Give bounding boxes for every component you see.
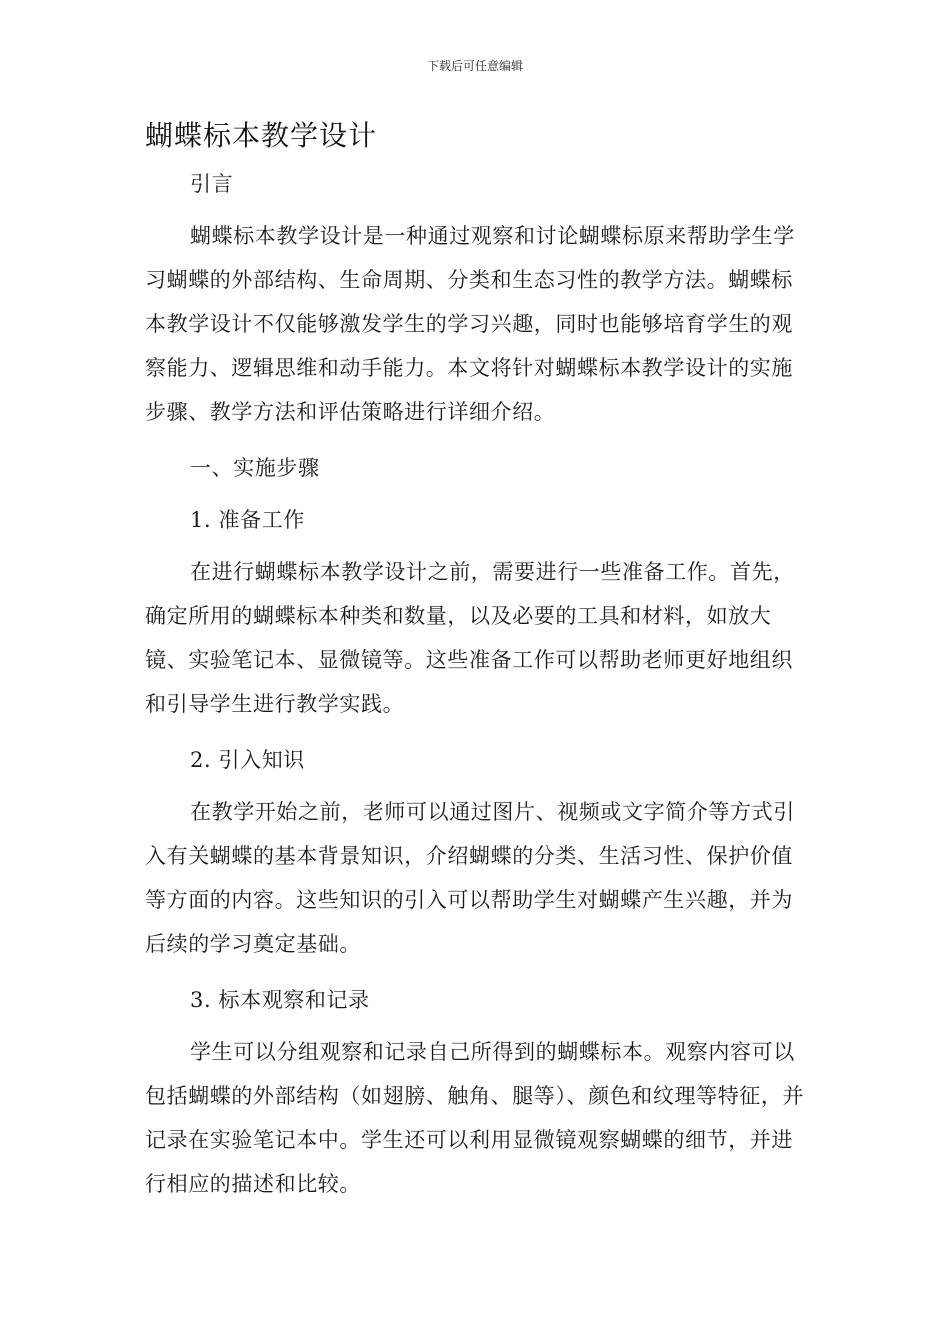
intro-heading: 引言 [190, 172, 234, 196]
document-body [145, 162, 810, 1206]
document-title: 蝴蝶标本教学设计 [145, 119, 378, 152]
step2-heading: 2. 引入知识 [190, 748, 305, 772]
intro-paragraph: 蝴蝶标本教学设计是一种通过观察和讨论蝴蝶标原来帮助学生学习蝴蝶的外部结构、生命周期、分类和生态习性的教学方法。蝴蝶标本教学设计不仅能够激发学生的学习兴趣，同时也能够培育学生的观察能力、逻辑思维和动手能力。本文将针对蝴蝶标本教学设计的实施步骤、教学方法和评估策略进行详细介绍。 [145, 224, 795, 424]
step2-paragraph: 在教学开始之前，老师可以通过图片、视频或文字简介等方式引入有关蝴蝶的基本背景知识，介绍蝴蝶的分类、生活习性、保护价值等方面的内容。这些知识的引入可以帮助学生对蝴蝶产生兴趣，并为后续的学习奠定基础。 [145, 800, 795, 956]
step1-heading: 1. 准备工作 [190, 508, 305, 532]
step3-paragraph: 学生可以分组观察和记录自己所得到的蝴蝶标本。观察内容可以包括蝴蝶的外部结构（如翅膀、触角、腿等）、颜色和纹理等特征，并记录在实验笔记本中。学生还可以利用显微镜观察蝴蝶的细节，并进行相应的描述和比较。 [145, 1040, 805, 1196]
page-header: 下载后可任意编辑 [426, 59, 523, 73]
section1-heading: 一、实施步骤 [190, 456, 320, 480]
step3-heading: 3. 标本观察和记录 [190, 988, 370, 1012]
step1-paragraph: 在进行蝴蝶标本教学设计之前，需要进行一些准备工作。首先，确定所用的蝴蝶标本种类和数量，以及必要的工具和材料，如放大镜、实验笔记本、显微镜等。这些准备工作可以帮助老师更好地组织和引导学生进行教学实践。 [145, 560, 795, 716]
